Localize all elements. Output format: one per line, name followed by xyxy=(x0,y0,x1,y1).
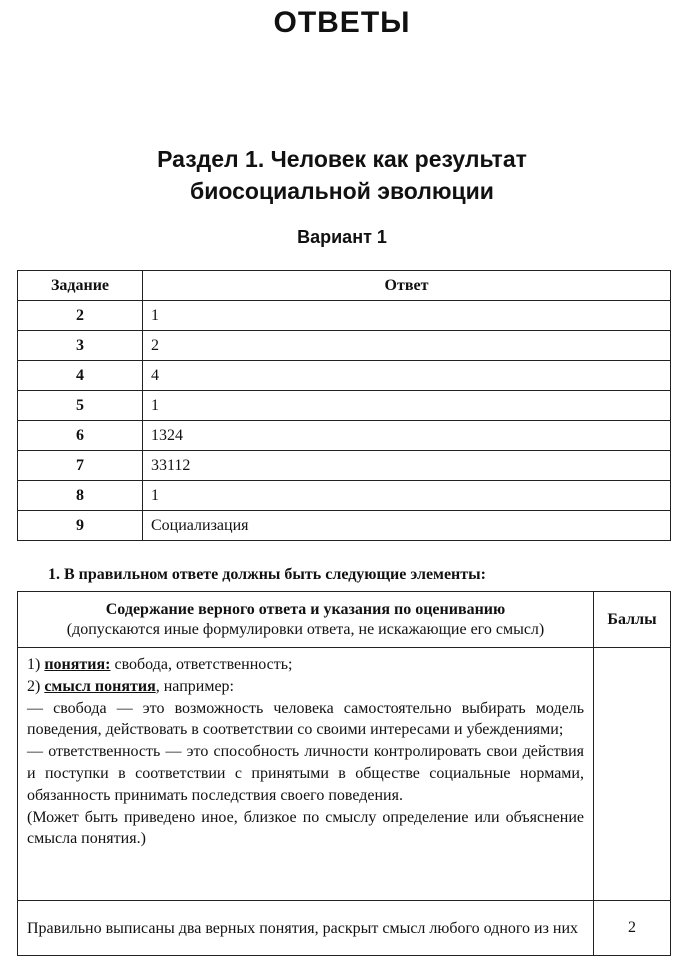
table-row xyxy=(18,421,671,451)
element-concepts xyxy=(27,654,584,676)
element-concepts-label: понятия: xyxy=(44,656,111,673)
task-number: 9 xyxy=(18,511,143,541)
criteria-content-row xyxy=(18,648,671,901)
definition-freedom: — свобода — это возможность человека самостоятельно выбирать модель поведения, действовать в соответствии со своими интересами и убеждениями; xyxy=(27,699,584,739)
answers-table xyxy=(17,270,671,541)
variant-title: Вариант 1 xyxy=(297,227,387,247)
header-points: Баллы xyxy=(594,592,671,648)
criterion-score: 2 xyxy=(594,901,671,956)
task-answer: 1 xyxy=(143,301,671,331)
table-row xyxy=(18,301,671,331)
section-title-line-1: Раздел 1. Человек как результат xyxy=(157,146,527,172)
header-content xyxy=(18,592,594,648)
header-answer: Ответ xyxy=(143,271,671,301)
task-answer: 1 xyxy=(143,481,671,511)
task-answer: 1324 xyxy=(143,421,671,451)
task-number: 7 xyxy=(18,451,143,481)
answers-table-header xyxy=(18,271,671,301)
task-answer: 33112 xyxy=(143,451,671,481)
header-task: Задание xyxy=(18,271,143,301)
definition-responsibility: — ответственность — это способность личности контролировать свои действия и поступки в соответствии с принятыми в обществе социальные нормами, обязанность принимать последствия своего поведения. xyxy=(27,743,584,804)
element-meaning-label: смысл понятия xyxy=(44,677,156,695)
header-content-note: (допускаются иные формулировки ответа, не искажающие его смысл) xyxy=(66,620,545,638)
criteria-table-header xyxy=(18,592,671,648)
table-row xyxy=(18,361,671,391)
task-number: 8 xyxy=(18,481,143,511)
task-number: 2 xyxy=(18,301,143,331)
answer-elements xyxy=(18,648,594,901)
table-row xyxy=(18,331,671,361)
task-number: 5 xyxy=(18,391,143,421)
task-number: 3 xyxy=(18,331,143,361)
table-row xyxy=(18,511,671,541)
page-title: ОТВЕТЫ xyxy=(273,6,411,39)
table-row xyxy=(18,451,671,481)
content-points-cell xyxy=(594,648,671,901)
criteria-table xyxy=(17,591,671,956)
element-meaning xyxy=(27,676,584,698)
element-concepts-number: 1) xyxy=(27,656,45,673)
header-content-title: Содержание верного ответа и указания по оцениванию xyxy=(105,600,506,618)
task-answer: 4 xyxy=(143,361,671,391)
element-meaning-number: 2) xyxy=(27,677,45,695)
task-answer: 2 xyxy=(143,331,671,361)
criteria-score-row xyxy=(18,901,671,956)
criterion-text: Правильно выписаны два верных понятия, раскрыт смысл любого одного из них xyxy=(18,901,594,956)
element-concepts-text: свобода, ответственность; xyxy=(110,656,293,673)
task-number: 6 xyxy=(18,421,143,451)
task-answer: Социализация xyxy=(143,511,671,541)
alternative-note: (Может быть приведено иное, близкое по смыслу определение или объяснение смысла понятия.) xyxy=(27,808,584,848)
element-meaning-text: , например: xyxy=(155,677,234,695)
table-row xyxy=(18,481,671,511)
task-answer: 1 xyxy=(143,391,671,421)
section-title-line-2: биосоциальной эволюции xyxy=(190,178,494,204)
table-row xyxy=(18,391,671,421)
task-number: 4 xyxy=(18,361,143,391)
task-1-heading: 1. В правильном ответе должны быть следующие элементы: xyxy=(48,566,486,583)
section-title xyxy=(0,143,684,207)
